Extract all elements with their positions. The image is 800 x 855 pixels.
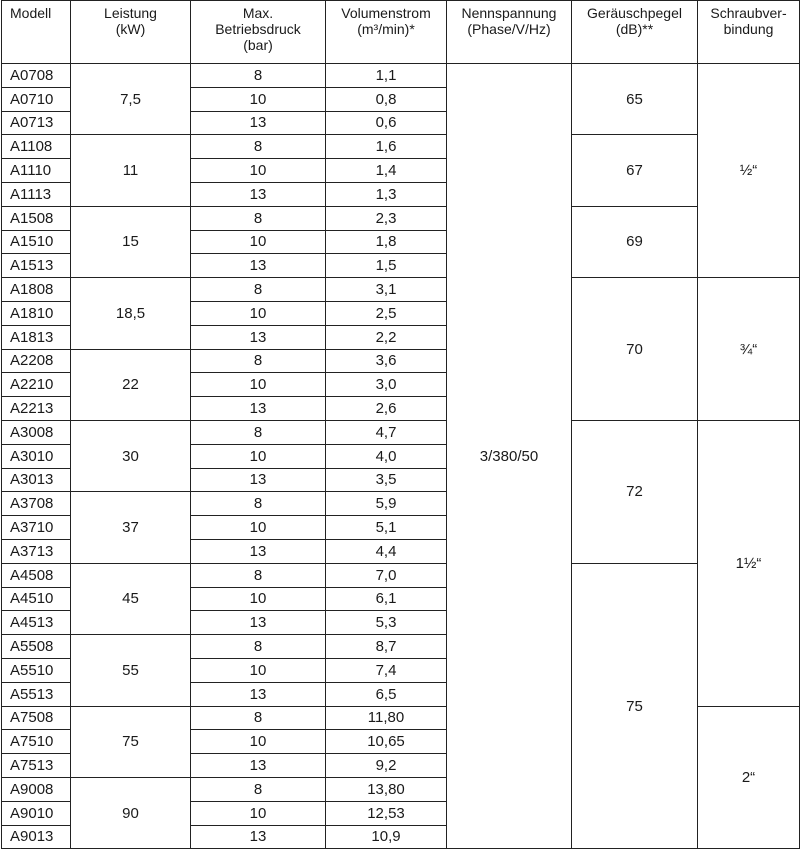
flow-cell: 1,5: [326, 254, 447, 278]
model-cell: A5513: [2, 682, 71, 706]
power-cell: 18,5: [71, 278, 191, 349]
model-cell: A5510: [2, 658, 71, 682]
power-cell: 11: [71, 135, 191, 206]
flow-cell: 5,1: [326, 516, 447, 540]
noise-cell: 75: [572, 563, 698, 849]
model-cell: A2213: [2, 397, 71, 421]
pressure-cell: 8: [191, 278, 326, 302]
header-leistung: Leistung (kW): [71, 1, 191, 64]
pressure-cell: 8: [191, 420, 326, 444]
header-geraeuschpegel: Geräuschpegel (dB)**: [572, 1, 698, 64]
model-cell: A7513: [2, 754, 71, 778]
table-row: [2, 563, 800, 587]
pressure-cell: 8: [191, 635, 326, 659]
model-cell: A2210: [2, 373, 71, 397]
flow-cell: 3,1: [326, 278, 447, 302]
header-volumenstrom: Volumenstrom (m³/min)*: [326, 1, 447, 64]
connection-cell: 2“: [698, 706, 800, 849]
header-betriebsdruck: Max. Betriebsdruck (bar): [191, 1, 326, 64]
pressure-cell: 10: [191, 373, 326, 397]
header-schraubverbindung: Schraubver- bindung: [698, 1, 800, 64]
flow-cell: 1,1: [326, 64, 447, 88]
pressure-cell: 10: [191, 444, 326, 468]
flow-cell: 4,4: [326, 539, 447, 563]
flow-cell: 2,6: [326, 397, 447, 421]
pressure-cell: 13: [191, 682, 326, 706]
noise-cell: 67: [572, 135, 698, 206]
power-cell: 15: [71, 206, 191, 277]
power-cell: 37: [71, 492, 191, 563]
flow-cell: 2,2: [326, 325, 447, 349]
flow-cell: 0,8: [326, 87, 447, 111]
model-cell: A1108: [2, 135, 71, 159]
model-cell: A9008: [2, 777, 71, 801]
flow-cell: 1,8: [326, 230, 447, 254]
model-cell: A1813: [2, 325, 71, 349]
pressure-cell: 8: [191, 777, 326, 801]
pressure-cell: 10: [191, 301, 326, 325]
flow-cell: 6,5: [326, 682, 447, 706]
noise-cell: 72: [572, 420, 698, 563]
flow-cell: 3,0: [326, 373, 447, 397]
model-cell: A7510: [2, 730, 71, 754]
model-cell: A3013: [2, 468, 71, 492]
pressure-cell: 8: [191, 563, 326, 587]
table-row: [2, 278, 800, 302]
flow-cell: 8,7: [326, 635, 447, 659]
pressure-cell: 13: [191, 111, 326, 135]
flow-cell: 10,9: [326, 825, 447, 849]
noise-cell: 65: [572, 64, 698, 135]
model-cell: A1510: [2, 230, 71, 254]
header-row: [2, 1, 800, 64]
compressor-spec-table: [1, 0, 800, 849]
model-cell: A0710: [2, 87, 71, 111]
flow-cell: 3,6: [326, 349, 447, 373]
power-cell: 75: [71, 706, 191, 777]
connection-cell: ½“: [698, 64, 800, 278]
flow-cell: 5,3: [326, 611, 447, 635]
flow-cell: 9,2: [326, 754, 447, 778]
model-cell: A7508: [2, 706, 71, 730]
flow-cell: 6,1: [326, 587, 447, 611]
pressure-cell: 10: [191, 801, 326, 825]
table-row: [2, 206, 800, 230]
pressure-cell: 13: [191, 825, 326, 849]
flow-cell: 10,65: [326, 730, 447, 754]
pressure-cell: 8: [191, 349, 326, 373]
model-cell: A9013: [2, 825, 71, 849]
power-cell: 22: [71, 349, 191, 420]
pressure-cell: 8: [191, 492, 326, 516]
flow-cell: 1,3: [326, 182, 447, 206]
connection-cell: ¾“: [698, 278, 800, 421]
model-cell: A1113: [2, 182, 71, 206]
flow-cell: 2,3: [326, 206, 447, 230]
flow-cell: 2,5: [326, 301, 447, 325]
table-row: [2, 420, 800, 444]
model-cell: A1110: [2, 159, 71, 183]
model-cell: A3708: [2, 492, 71, 516]
flow-cell: 0,6: [326, 111, 447, 135]
model-cell: A3010: [2, 444, 71, 468]
voltage-cell: 3/380/50: [447, 64, 572, 849]
model-cell: A1513: [2, 254, 71, 278]
pressure-cell: 13: [191, 754, 326, 778]
model-cell: A3713: [2, 539, 71, 563]
pressure-cell: 8: [191, 135, 326, 159]
model-cell: A5508: [2, 635, 71, 659]
model-cell: A3710: [2, 516, 71, 540]
pressure-cell: 10: [191, 230, 326, 254]
noise-cell: 69: [572, 206, 698, 277]
power-cell: 30: [71, 420, 191, 491]
model-cell: A3008: [2, 420, 71, 444]
pressure-cell: 13: [191, 539, 326, 563]
flow-cell: 4,0: [326, 444, 447, 468]
pressure-cell: 13: [191, 182, 326, 206]
flow-cell: 11,80: [326, 706, 447, 730]
model-cell: A0713: [2, 111, 71, 135]
pressure-cell: 10: [191, 159, 326, 183]
pressure-cell: 8: [191, 706, 326, 730]
flow-cell: 7,4: [326, 658, 447, 682]
pressure-cell: 10: [191, 516, 326, 540]
table-row: [2, 64, 800, 88]
pressure-cell: 13: [191, 468, 326, 492]
pressure-cell: 8: [191, 64, 326, 88]
model-cell: A1810: [2, 301, 71, 325]
model-cell: A4508: [2, 563, 71, 587]
pressure-cell: 13: [191, 325, 326, 349]
flow-cell: 12,53: [326, 801, 447, 825]
connection-cell: 1½“: [698, 420, 800, 706]
pressure-cell: 13: [191, 254, 326, 278]
pressure-cell: 10: [191, 658, 326, 682]
power-cell: 90: [71, 777, 191, 848]
flow-cell: 3,5: [326, 468, 447, 492]
pressure-cell: 10: [191, 587, 326, 611]
pressure-cell: 13: [191, 397, 326, 421]
pressure-cell: 10: [191, 730, 326, 754]
noise-cell: 70: [572, 278, 698, 421]
header-nennspannung: Nennspannung (Phase/V/Hz): [447, 1, 572, 64]
table-row: [2, 135, 800, 159]
model-cell: A0708: [2, 64, 71, 88]
flow-cell: 1,4: [326, 159, 447, 183]
pressure-cell: 8: [191, 206, 326, 230]
power-cell: 55: [71, 635, 191, 706]
header-modell: Modell: [2, 1, 71, 64]
model-cell: A4513: [2, 611, 71, 635]
flow-cell: 1,6: [326, 135, 447, 159]
flow-cell: 13,80: [326, 777, 447, 801]
power-cell: 45: [71, 563, 191, 634]
pressure-cell: 13: [191, 611, 326, 635]
model-cell: A1808: [2, 278, 71, 302]
model-cell: A2208: [2, 349, 71, 373]
flow-cell: 4,7: [326, 420, 447, 444]
model-cell: A1508: [2, 206, 71, 230]
pressure-cell: 10: [191, 87, 326, 111]
power-cell: 7,5: [71, 64, 191, 135]
model-cell: A4510: [2, 587, 71, 611]
flow-cell: 5,9: [326, 492, 447, 516]
model-cell: A9010: [2, 801, 71, 825]
flow-cell: 7,0: [326, 563, 447, 587]
